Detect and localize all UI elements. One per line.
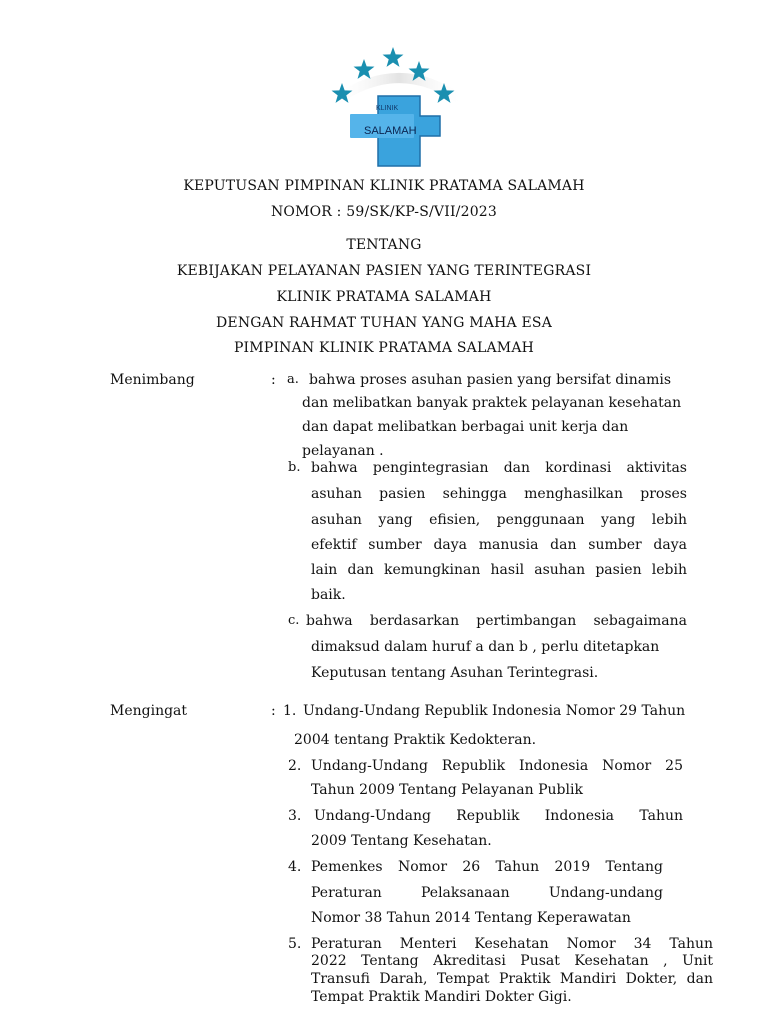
menimbang-a-line: dan dapat melibatkan berbagai unit kerja dan (302, 419, 629, 435)
mengingat-4-line: Pemenkes Nomor 26 Tahun 2019 Tentang (311, 859, 663, 875)
clinic-name: KLINIK PRATAMA SALAMAH (276, 289, 492, 305)
mengingat-colon: : (271, 703, 276, 719)
logo-klinik-text: KLINIK (376, 105, 399, 112)
menimbang-a-line: bahwa proses asuhan pasien yang bersifat dinamis (309, 372, 672, 388)
leader-line: PIMPINAN KLINIK PRATAMA SALAMAH (233, 340, 535, 356)
menimbang-marker-a: a. (287, 372, 299, 387)
blessing-line: DENGAN RAHMAT TUHAN YANG MAHA ESA (215, 315, 553, 331)
mengingat-5-line: Transufi Darah, Tempat Praktik Mandiri Dokter, dan (311, 971, 713, 987)
mengingat-marker-3: 3. (288, 808, 302, 824)
menimbang-c-line: dimaksud dalam huruf a dan b , perlu ditetapkan (311, 639, 660, 655)
klinik-salamah-logo (328, 44, 470, 170)
decree-number: NOMOR : 59/SK/KP-S/VII/2023 (270, 204, 498, 220)
menimbang-colon: : (271, 372, 276, 388)
mengingat-4-line: Nomor 38 Tahun 2014 Tentang Keperawatan (311, 910, 631, 926)
menimbang-b-line: asuhan yang efisien, penggunaan yang lebih (311, 512, 687, 528)
logo-star-icon (383, 47, 404, 67)
mengingat-marker-5: 5. (288, 936, 302, 952)
mengingat-label: Mengingat (110, 703, 188, 719)
mengingat-3-line: Undang-Undang Republik Indonesia Tahun (314, 808, 683, 824)
decree-subject: KEBIJAKAN PELAYANAN PASIEN YANG TERINTEGRASI (176, 263, 592, 279)
mengingat-marker-4: 4. (288, 859, 302, 875)
menimbang-b-line: baik. (311, 587, 346, 603)
mengingat-5-line: Tempat Praktik Mandiri Dokter Gigi. (311, 989, 572, 1005)
menimbang-label: Menimbang (110, 372, 195, 388)
mengingat-4-line: Peraturan Pelaksanaan Undang-undang (311, 885, 663, 901)
menimbang-c-line: Keputusan tentang Asuhan Terintegrasi. (311, 665, 599, 681)
menimbang-marker-b: b. (288, 460, 301, 475)
menimbang-b-line: bahwa pengintegrasian dan kordinasi aktivitas (311, 460, 687, 476)
menimbang-b-line: asuhan pasien sehingga menghasilkan proses (311, 486, 687, 502)
mengingat-1-line: Undang-Undang Republik Indonesia Nomor 29 Tahun (303, 703, 686, 719)
menimbang-c-line: bahwa berdasarkan pertimbangan sebagaimana (306, 613, 687, 629)
mengingat-2-line: Tahun 2009 Tentang Pelayanan Publik (311, 782, 583, 798)
mengingat-1-line: 2004 tentang Praktik Kedokteran. (294, 732, 537, 748)
mengingat-5-line: Peraturan Menteri Kesehatan Nomor 34 Tahun (311, 936, 713, 952)
mengingat-marker-2: 2. (288, 758, 302, 774)
tentang-heading: TENTANG (346, 237, 422, 253)
logo-salamah-text: SALAMAH (364, 125, 417, 137)
decree-title: KEPUTUSAN PIMPINAN KLINIK PRATAMA SALAMAH (183, 178, 585, 194)
menimbang-marker-c: c. (288, 613, 300, 628)
menimbang-b-line: lain dan kemungkinan hasil asuhan pasien lebih (311, 562, 687, 578)
mengingat-marker-1: 1. (283, 703, 297, 719)
menimbang-b-line: efektif sumber daya manusia dan sumber daya (311, 537, 687, 553)
logo-star-icon (354, 59, 375, 79)
menimbang-a-line: pelayanan . (302, 443, 384, 459)
mengingat-3-line: 2009 Tentang Kesehatan. (311, 833, 492, 849)
mengingat-2-line: Undang-Undang Republik Indonesia Nomor 25 (311, 758, 683, 774)
mengingat-5-line: 2022 Tentang Akreditasi Pusat Kesehatan , Unit (311, 953, 713, 969)
menimbang-a-line: dan melibatkan banyak praktek pelayanan kesehatan (302, 395, 682, 411)
